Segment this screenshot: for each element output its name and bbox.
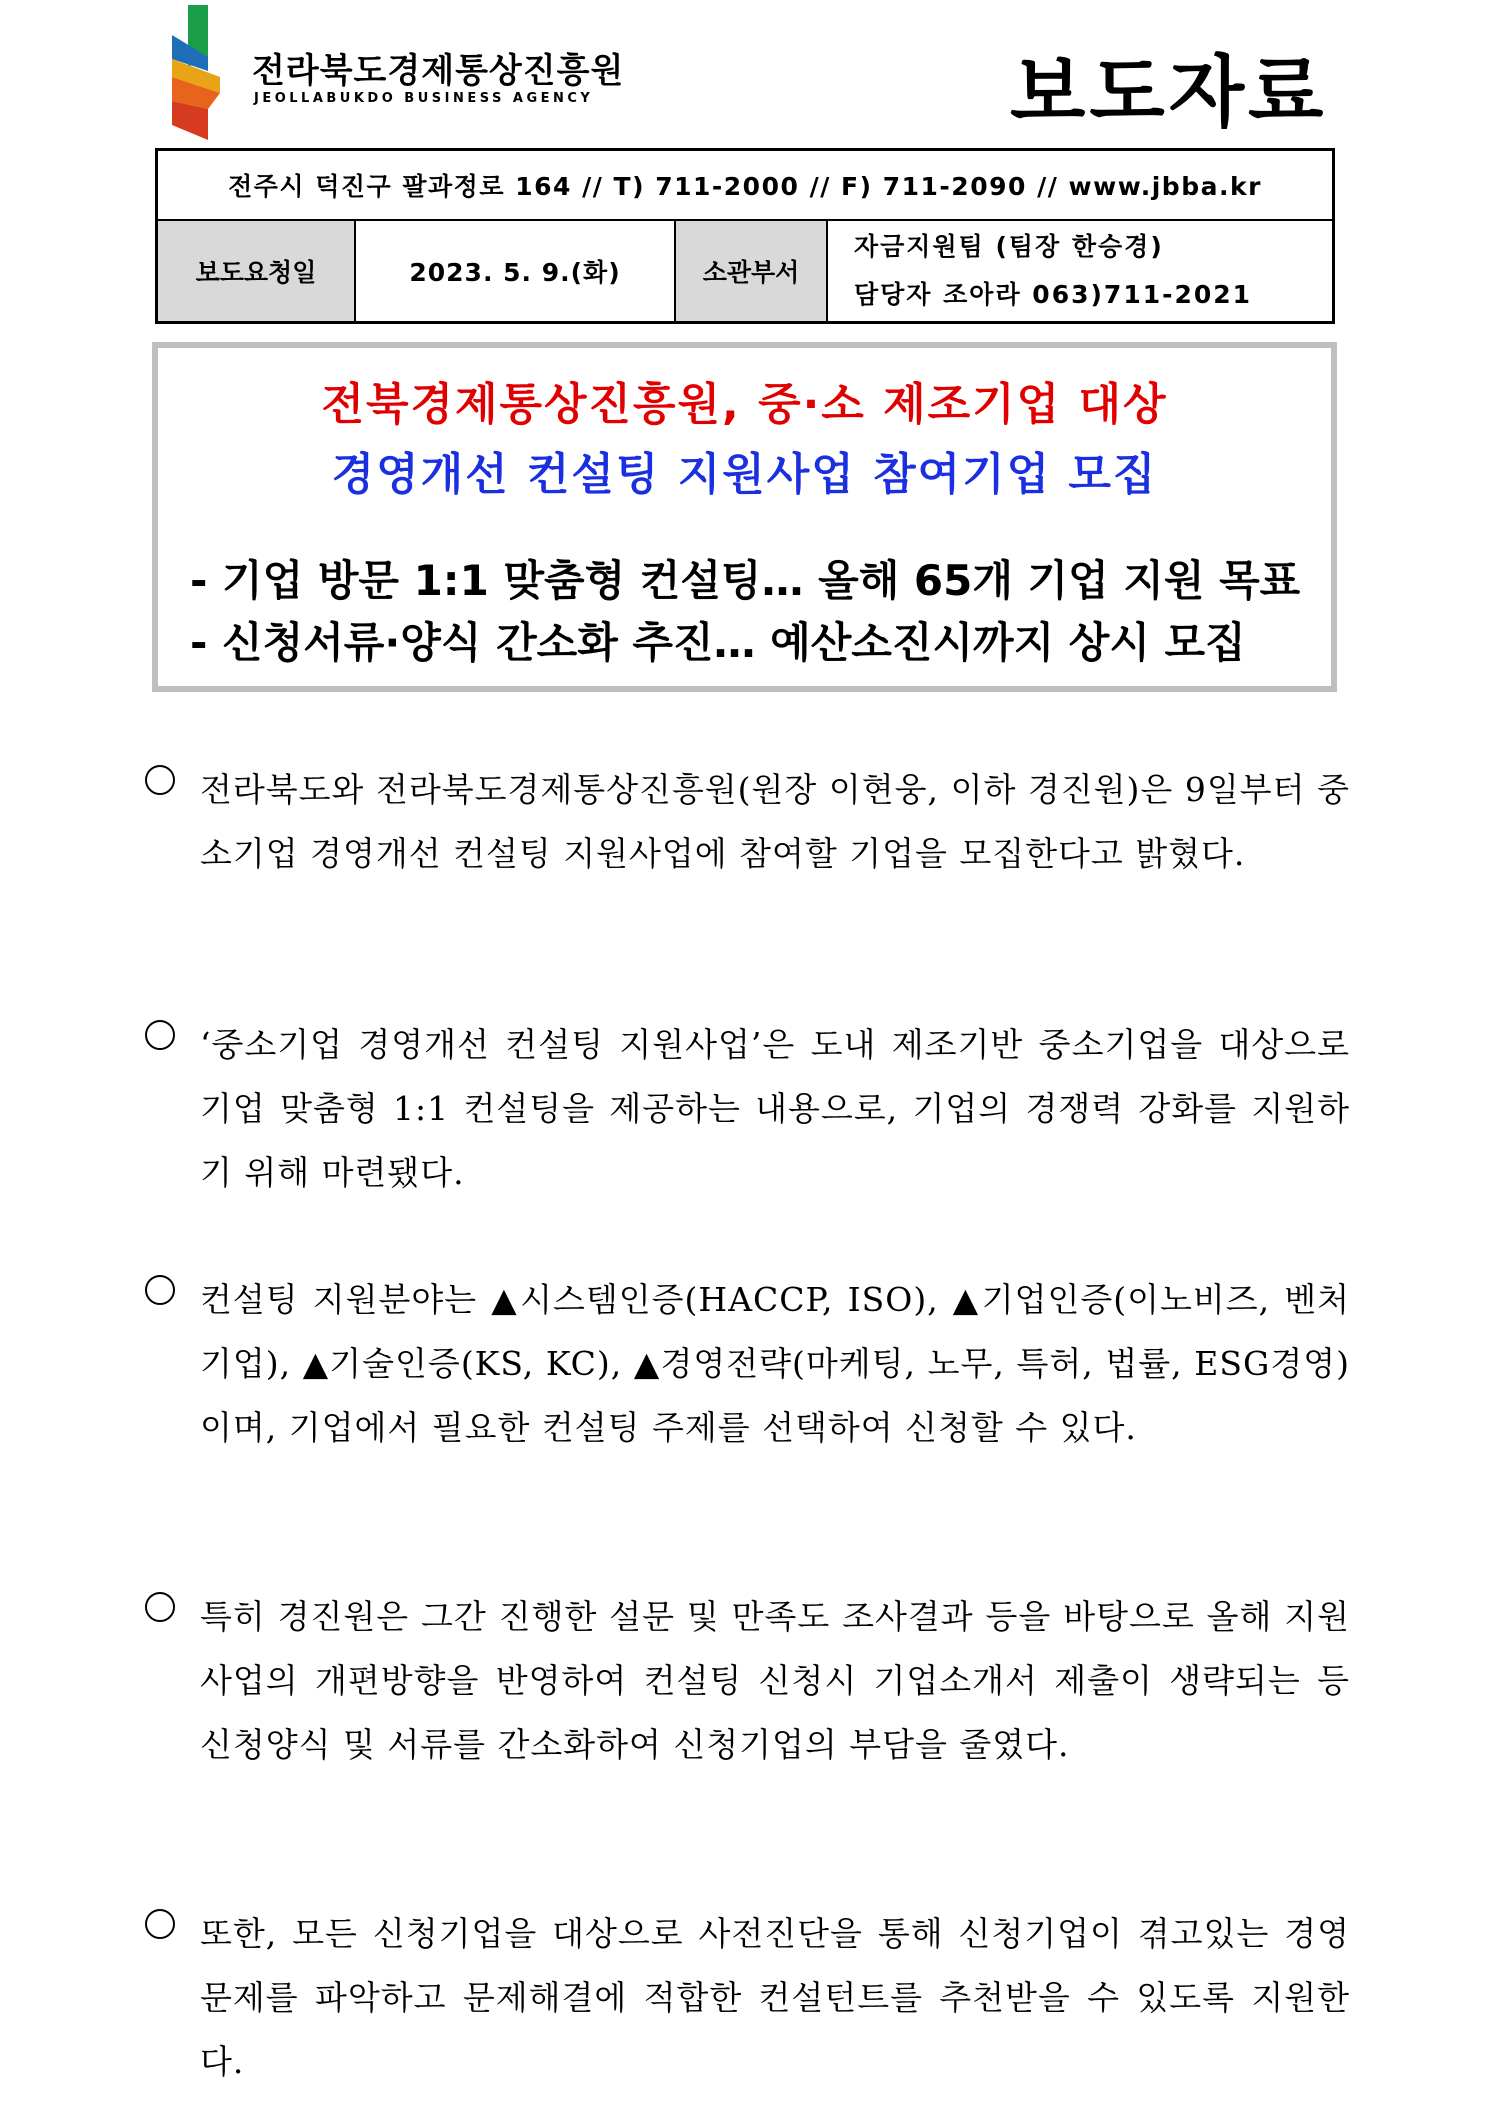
circle-bullet-icon (145, 1275, 175, 1305)
headline-line-2: 경영개선 컨설팅 지원사업 참여기업 모집 (331, 449, 1158, 500)
headline-line-1: 전북경제통상진흥원, 중·소 제조기업 대상 (321, 379, 1168, 430)
paragraph-text: 전라북도와 전라북도경제통상진흥원(원장 이현웅, 이하 경진원)은 9일부터 중소기업 경영개선 컨설팅 지원사업에 참여할 기업을 모집한다고 밝혔다. (200, 770, 1350, 873)
circle-bullet-icon (145, 1020, 175, 1050)
department-team: 자금지원팀 (팀장 한승경) (854, 232, 1164, 261)
circle-bullet-icon (145, 1592, 175, 1622)
logo-mark-icon (160, 5, 245, 140)
department-info (828, 221, 1332, 321)
request-date-value: 2023. 5. 9.(화) (356, 221, 676, 321)
subheadline-2: - 신청서류·양식 간소화 추진… 예산소진시까지 상시 모집 (190, 618, 1246, 667)
org-name-korean: 전라북도경제통상진흥원 (252, 51, 625, 91)
department-contact: 담당자 조아라 063)711-2021 (854, 280, 1253, 309)
circle-bullet-icon (145, 1909, 175, 1939)
org-name-english: JEOLLABUKDO BUSINESS AGENCY (254, 91, 594, 106)
headline-box (152, 342, 1337, 692)
contact-address-line: 전주시 덕진구 팔과정로 164 // T) 711-2000 // F) 711-2090 // www.jbba.kr (158, 151, 1332, 221)
circle-bullet-icon (145, 765, 175, 795)
paragraph-text: 또한, 모든 신청기업을 대상으로 사전진단을 통해 신청기업이 겪고있는 경영문제를 파악하고 문제해결에 적합한 컨설턴트를 추천받을 수 있도록 지원한다. (200, 1914, 1350, 2081)
paragraph-text: 특히 경진원은 그간 진행한 설문 및 만족도 조사결과 등을 바탕으로 올해 지원사업의 개편방향을 반영하여 컨설팅 신청시 기업소개서 제출이 생략되는 등 신청양식 및 서류를 간소화하여 신청기업의 부담을 줄였다. (200, 1597, 1350, 1764)
press-info-table (155, 148, 1335, 324)
subheadline-1: - 기업 방문 1:1 맞춤형 컨설팅… 올해 65개 기업 지원 목표 (190, 556, 1301, 605)
organization-logo (160, 5, 680, 140)
department-label: 소관부서 (676, 221, 828, 321)
request-date-label: 보도요청일 (158, 221, 356, 321)
paragraph-text: ‘중소기업 경영개선 컨설팅 지원사업’은 도내 제조기반 중소기업을 대상으로 기업 맞춤형 1:1 컨설팅을 제공하는 내용으로, 기업의 경쟁력 강화를 지원하기 위해 마련됐다. (200, 1025, 1350, 1192)
paragraph-text: 컨설팅 지원분야는 ▲시스템인증(HACCP, ISO), ▲기업인증(이노비즈, 벤처기업), ▲기술인증(KS, KC), ▲경영전략(마케팅, 노무, 특허, 법률, ESG경영) 이며, 기업에서 필요한 컨설팅 주제를 선택하여 신청할 수 있다. (200, 1280, 1350, 1447)
document-type-title: 보도자료 (1010, 48, 1328, 138)
